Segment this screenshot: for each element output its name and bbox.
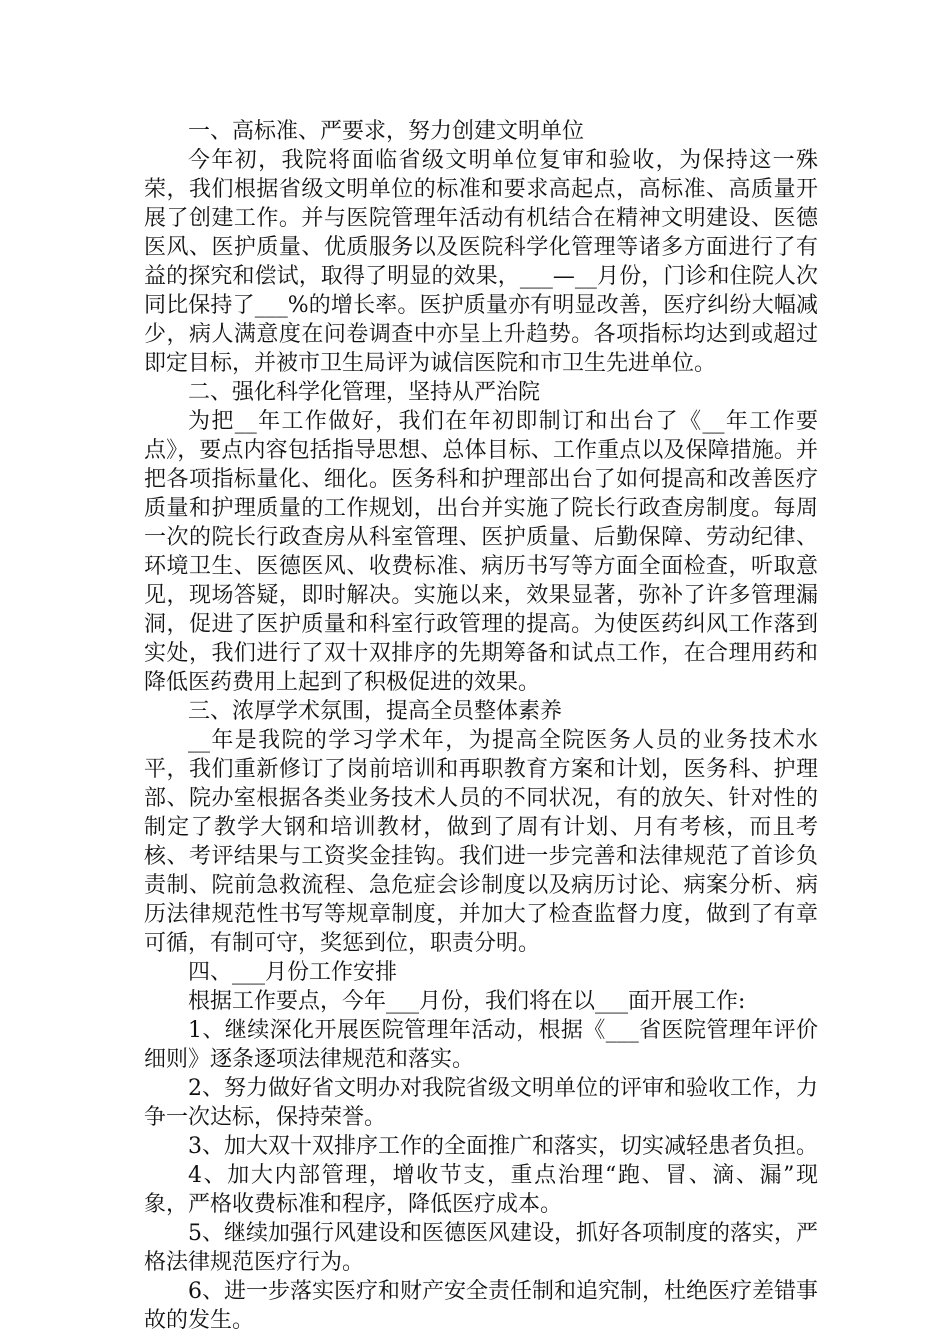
section-2-paragraph: 为把__年工作做好，我们在年初即制订和出台了《__年工作要点》，要点内容包括指导思想、总体目标、工作重点以及保障措施。并把各项指标量化、细化。医务科和护理部出台了如何提高和改善医疗质量和护理质量的工作规划，出台并实施了院长行政查房制度。每周一次的院长行政查房从科室管理、医护质量、后勤保障、劳动纪律、环境卫生、医德医风、收费标准、病历书写等方面全面检查，听取意见，现场答疑，即时解决。实施以来，效果显著，弥补了许多管理漏洞，促进了医护质量和科室行政管理的提高。为使医药纠风工作落到实处，我们进行了双十双排序的先期筹备和试点工作，在合理用药和降低医药费用上起到了积极促进的效果。 <box>144 409 818 695</box>
plan-item-1: 1、继续深化开展医院管理年活动，根据《___省医院管理年评价细则》逐条逐项法律规范和落实。 <box>144 1018 818 1072</box>
plan-item-3: 3、加大双十双排序工作的全面推广和落实，切实减轻患者负担。 <box>188 1134 818 1159</box>
section-heading-4: 四、___月份工作安排 <box>188 960 398 985</box>
section-heading-3: 三、浓厚学术氛围，提高全员整体素养 <box>188 699 563 724</box>
plan-item-4: 4、加大内部管理，增收节支，重点治理“跑、冒、滴、漏”现象，严格收费标准和程序，降低医疗成本。 <box>144 1163 818 1217</box>
plan-item-6: 6、进一步落实医疗和财产安全责任制和追究制，杜绝医疗差错事故的发生。 <box>144 1279 818 1333</box>
section-heading-1: 一、高标准、严要求，努力创建文明单位 <box>188 119 585 144</box>
section-heading-2: 二、强化科学化管理，坚持从严治院 <box>188 380 541 405</box>
section-3-paragraph: __年是我院的学习学术年，为提高全院医务人员的业务技术水平，我们重新修订了岗前培训和再职教育方案和计划，医务科、护理部、院办室根据各类业务技术人员的不同状况，有的放矢、针对性的制定了教学大钢和培训教材，做到了周有计划、月有考核，而且考核、考评结果与工资奖金挂钩。我们进一步完善和法律规范了首诊负责制、院前急救流程、急危症会诊制度以及病历讨论、病案分析、病历法律规范性书写等规章制度，并加大了检查监督力度，做到了有章可循，有制可守，奖惩到位，职责分明。 <box>144 728 818 956</box>
plan-item-5: 5、继续加强行风建设和医德医风建设，抓好各项制度的落实，严格法律规范医疗行为。 <box>144 1221 818 1275</box>
plan-item-2: 2、努力做好省文明办对我院省级文明单位的评审和验收工作，力争一次达标，保持荣誉。 <box>144 1076 818 1130</box>
section-4-intro: 根据工作要点，今年___月份，我们将在以___面开展工作: <box>188 989 746 1014</box>
section-1-paragraph: 今年初，我院将面临省级文明单位复审和验收，为保持这一殊荣，我们根据省级文明单位的标准和要求高起点，高标准、高质量开展了创建工作。并与医院管理年活动有机结合在精神文明建设、医德医风、医护质量、优质服务以及医院科学化管理等诸多方面进行了有益的探究和偿试，取得了明显的效果，___—__月份，门诊和住院人次同比保持了___%的增长率。医护质量亦有明显改善，医疗纠纷大幅减少，病人满意度在问卷调查中亦呈上升趋势。各项指标均达到或超过即定目标，并被市卫生局评为诚信医院和市卫生先进单位。 <box>144 148 818 376</box>
